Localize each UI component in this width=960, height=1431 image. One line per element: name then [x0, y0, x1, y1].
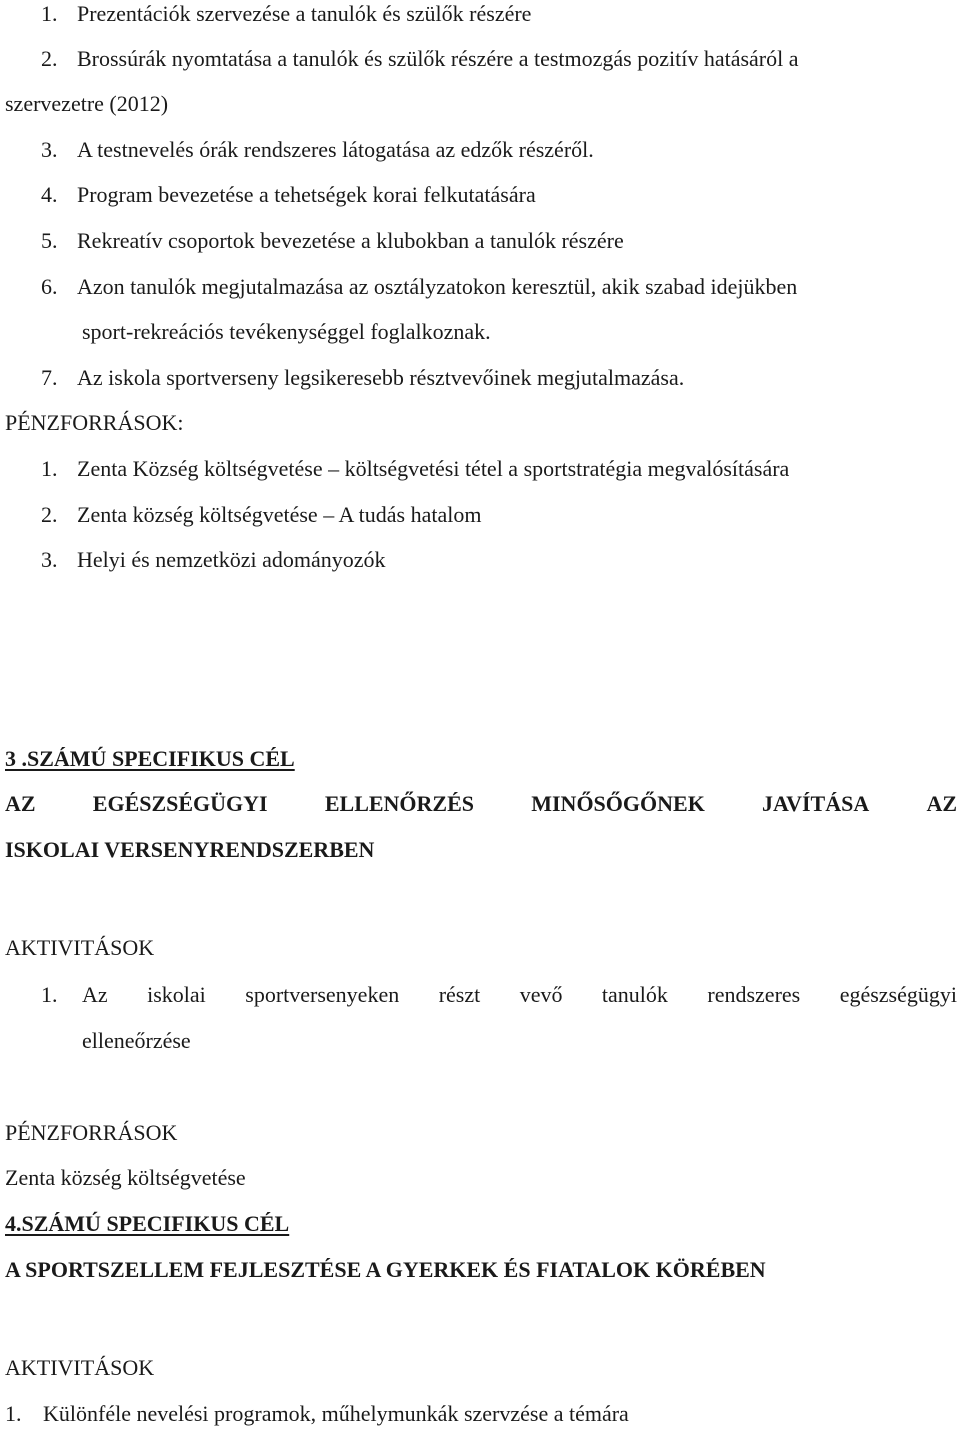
title-word: AZ: [926, 791, 957, 816]
item-number: 5.: [41, 228, 58, 253]
activity-word: iskolai: [147, 982, 206, 1007]
item-text: Program bevezetése a tehetségek korai felkutatására: [77, 182, 536, 207]
item-number: 1.: [5, 1401, 22, 1426]
item-number: 2.: [41, 502, 58, 527]
activity-word: részt: [438, 982, 481, 1007]
list-item: [41, 137, 594, 163]
list-item: [41, 365, 684, 391]
list-item: [41, 1, 531, 27]
item-number: 7.: [41, 365, 58, 390]
item-continuation: sport-rekreációs tevékenységgel foglalkoznak.: [82, 319, 491, 344]
activities-heading: AKTIVITÁSOK: [5, 1355, 155, 1380]
title-word: MINŐSŐGŐNEK: [531, 791, 705, 816]
item-text: Prezentációk szervezése a tanulók és szülők részére: [77, 1, 532, 26]
activity-word: sportversenyeken: [245, 982, 400, 1007]
funding-item: [41, 547, 386, 573]
list-item: [41, 228, 624, 254]
item-number: 1.: [41, 456, 58, 481]
item-text: Helyi és nemzetközi adományozók: [77, 547, 386, 572]
goal-title-line: ISKOLAI VERSENYRENDSZERBEN: [5, 837, 375, 862]
goal-title-line: [5, 791, 957, 817]
item-text: Brossúrák nyomtatása a tanulók és szülők részére a testmozgás pozitív hatásáról a: [77, 46, 799, 71]
item-number: 2.: [41, 46, 58, 71]
item-text: Rekreatív csoportok bevezetése a klubokban a tanulók részére: [77, 228, 624, 253]
goal-title-line: A SPORTSZELLEM FEJLESZTÉSE A GYERKEK ÉS FIATALOK KÖRÉBEN: [5, 1257, 766, 1282]
list-item: [5, 1401, 629, 1427]
activity-word: rendszeres: [707, 982, 801, 1007]
activity-line: [82, 982, 957, 1008]
activity-word: tanulók: [601, 982, 668, 1007]
item-number: 6.: [41, 274, 58, 299]
activities-heading: AKTIVITÁSOK: [5, 935, 155, 960]
title-word: EGÉSZSÉGÜGYI: [92, 791, 268, 816]
item-text: Azon tanulók megjutalmazása az osztályzatokon keresztül, akik szabad idejükben: [77, 274, 798, 299]
funding-heading: PÉNZFORRÁSOK: [5, 1120, 178, 1145]
item-continuation: elleneőrzése: [82, 1028, 191, 1053]
goal-heading: 3 .SZÁMÚ SPECIFIKUS CÉL: [5, 746, 295, 771]
item-text: Zenta község költségvetése – A tudás hatalom: [77, 502, 482, 527]
item-text: Az iskola sportverseny legsikeresebb résztvevőinek megjutalmazása.: [77, 365, 685, 390]
item-text: Zenta Község költségvetése – költségvetési tétel a sportstratégia megvalósítására: [77, 456, 790, 481]
funding-text: Zenta község költségvetése: [5, 1165, 246, 1190]
item-number: 3.: [41, 137, 58, 162]
list-item: [41, 46, 799, 72]
list-item: [41, 274, 797, 300]
item-number: 3.: [41, 547, 58, 572]
list-item: [41, 182, 536, 208]
title-word: JAVÍTÁSA: [762, 791, 870, 816]
funding-item: [41, 456, 789, 482]
funding-item: [41, 502, 481, 528]
funding-heading: PÉNZFORRÁSOK:: [5, 410, 184, 435]
activity-word: Az: [82, 982, 108, 1007]
item-continuation: szervezetre (2012): [5, 91, 169, 116]
item-number: 4.: [41, 182, 58, 207]
item-number: 1.: [41, 1, 58, 26]
title-word: AZ: [5, 791, 36, 816]
item-number: 1.: [41, 982, 58, 1007]
activity-word: vevő: [519, 982, 563, 1007]
goal-heading: 4.SZÁMÚ SPECIFIKUS CÉL: [5, 1211, 290, 1236]
item-text: Különféle nevelési programok, műhelymunkák szervzése a témára: [43, 1401, 629, 1426]
item-text: A testnevelés órák rendszeres látogatása az edzők részéről.: [77, 137, 594, 162]
title-word: ELLENŐRZÉS: [324, 791, 475, 816]
activity-word: egészségügyi: [839, 982, 957, 1007]
